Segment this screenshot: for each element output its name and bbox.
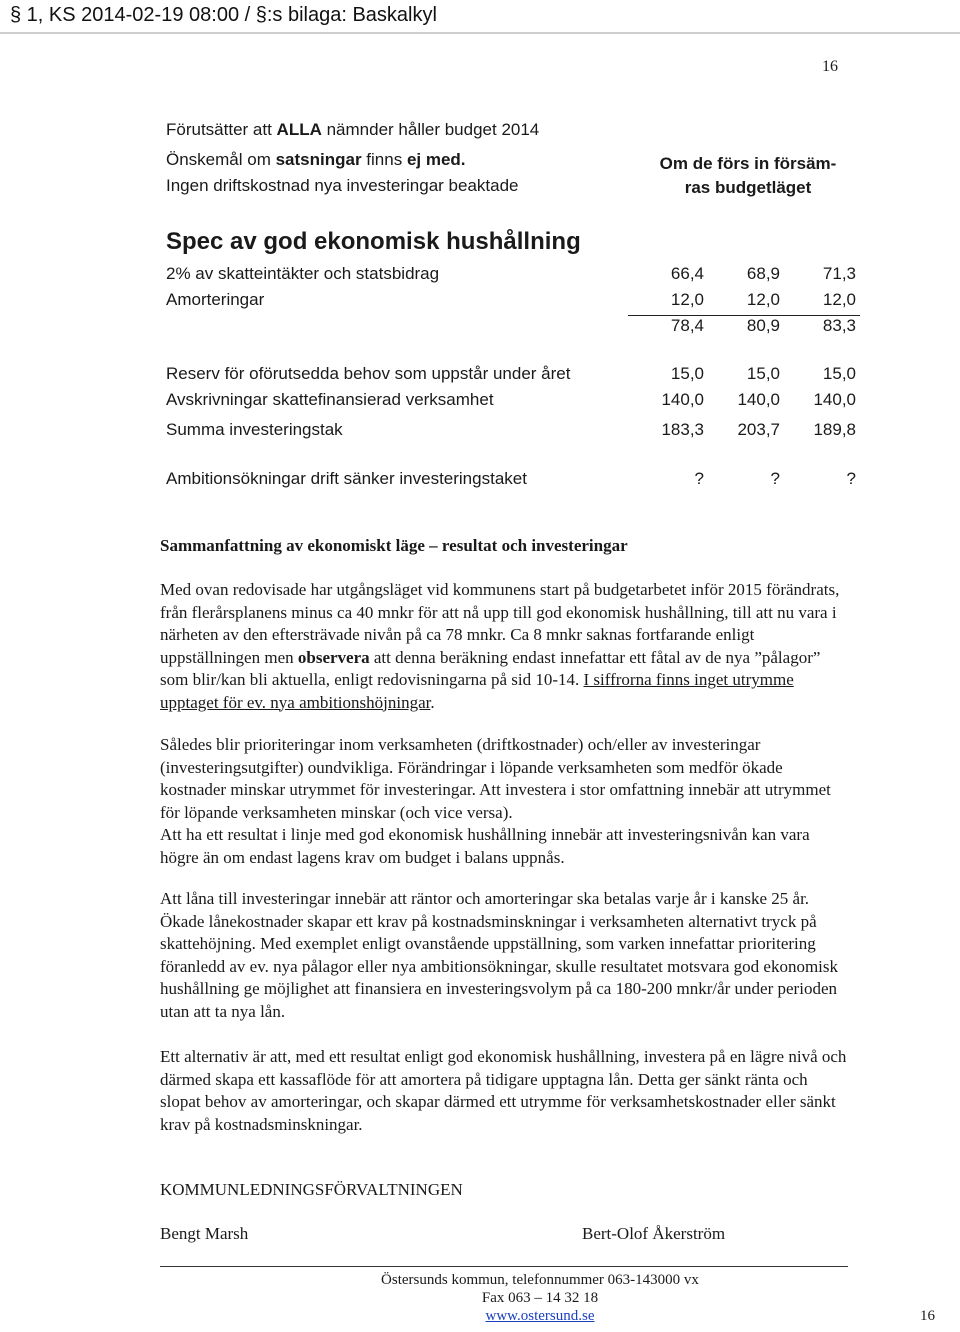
page-number-bottom: 16 [920, 1308, 935, 1324]
footer-contact: Östersunds kommun, telefonnummer 063-143000 vx [381, 1272, 699, 1288]
table-row: Amorteringar 12,0 12,0 12,0 [166, 290, 856, 309]
signatory-1: Bengt Marsh [160, 1224, 249, 1243]
department-name: KOMMUNLEDNINGSFÖRVALTNINGEN [160, 1180, 463, 1199]
table-row-subtotal: 78,4 80,9 83,3 [670, 316, 856, 335]
column-heading: Om de förs in försäm- ras budgetläget [659, 154, 837, 197]
header-bar [0, 0, 960, 34]
table-row: Ambitionsökningar drift sänker investeringstaket ? ? ? [166, 469, 856, 488]
assumption-line-2: Önskemål om satsningar finns ej med. [166, 150, 466, 169]
page-number-top: 16 [822, 58, 838, 75]
paragraph-2: Således blir prioriteringar inom verksamheten (driftkostnader) och/eller av investeringar (investeringsutgifter) oundvikliga. Förändringar i löpande verksamheten som medför ökade kostnader minskar utrymmet för investeringar. Att investera i stor omfattning innebär att utrymmet för löpande verksamheten minskar (och vice versa). [160, 735, 831, 822]
footer-website [160, 1308, 920, 1325]
footer-rule [160, 1266, 848, 1267]
website-link[interactable]: www.ostersund.se [485, 1308, 595, 1324]
assumption-line-1: Förutsätter att ALLA nämnder håller budget 2014 [166, 120, 540, 139]
paragraph-3: Att ha ett resultat i linje med god ekonomisk hushållning innebär att investeringsnivån kan vara högre än om endast lagens krav om budget i balans uppnås. [160, 825, 810, 867]
paragraph-5: Ett alternativ är att, med ett resultat enligt god ekonomisk hushållning, investera på en lägre nivå och därmed skapa ett kassaflöde för att amortera på tidigare upptagna lån. Detta ger sänkt ränta och slopat behov av amorteringar, och skapar därmed ett utrymme för verksamhetskostnader eller sänkt krav på kostnadsminskningar. [160, 1047, 847, 1134]
table-row: Reserv för oförutsedda behov som uppstår under året 15,0 15,0 15,0 [166, 364, 856, 383]
paragraph-1: Med ovan redovisade har utgångsläget vid kommunens start på budgetarbetet inför 2015 förändrats, från flerårsplanens minus ca 40 mnkr för att nå upp till god ekonomisk hushållning, till att nu vara i närheten av den eftersträvade nivån på ca 78 mnkr. Ca 8 mnkr saknas fortfarande enligt uppställningen men observera att denna beräkning endast innefattar ett fåtal av de nya ”pålagor” som blir/kan bli aktuella, enligt redovisningarna på sid 10-14. I siffrorna finns inget utrymme upptaget för ev. nya ambitionshöjningar. [160, 580, 840, 712]
table-row-total: Summa investeringstak 183,3 203,7 189,8 [166, 420, 856, 439]
assumption-line-3: Ingen driftskostnad nya investeringar beaktade [166, 176, 519, 195]
section-title: Spec av god ekonomisk hushållning [166, 228, 581, 255]
footer-fax: Fax 063 – 14 32 18 [481, 1290, 599, 1306]
summary-title: Sammanfattning av ekonomiskt läge – resultat och investeringar [160, 536, 628, 555]
table-row: 2% av skatteintäkter och statsbidrag 66,4 68,9 71,3 [166, 264, 856, 283]
signatory-2: Bert-Olof Åkerström [582, 1224, 726, 1243]
table-row: Avskrivningar skattefinansierad verksamhet 140,0 140,0 140,0 [166, 390, 856, 409]
paragraph-4: Att låna till investeringar innebär att räntor och amorteringar ska betalas varje år i kanske 25 år. Ökade lånekostnader skapar ett krav på kostnadsminskningar i verksamheten alternativt tryck på skattehöjning. Med exemplet enligt ovanstående uppställning, som varken innefattar prioritering föranledd av ev. nya pålagor eller nya ambitionsökningar, skulle resultatet motsvara god ekonomisk hushållning ge möjlighet att finansiera en investeringsvolym på ca 180-200 mnkr/år under perioden utan att ta nya lån. [160, 889, 839, 1021]
document-title: § 1, KS 2014-02-19 08:00 / §:s bilaga: Baskalkyl [10, 4, 437, 26]
